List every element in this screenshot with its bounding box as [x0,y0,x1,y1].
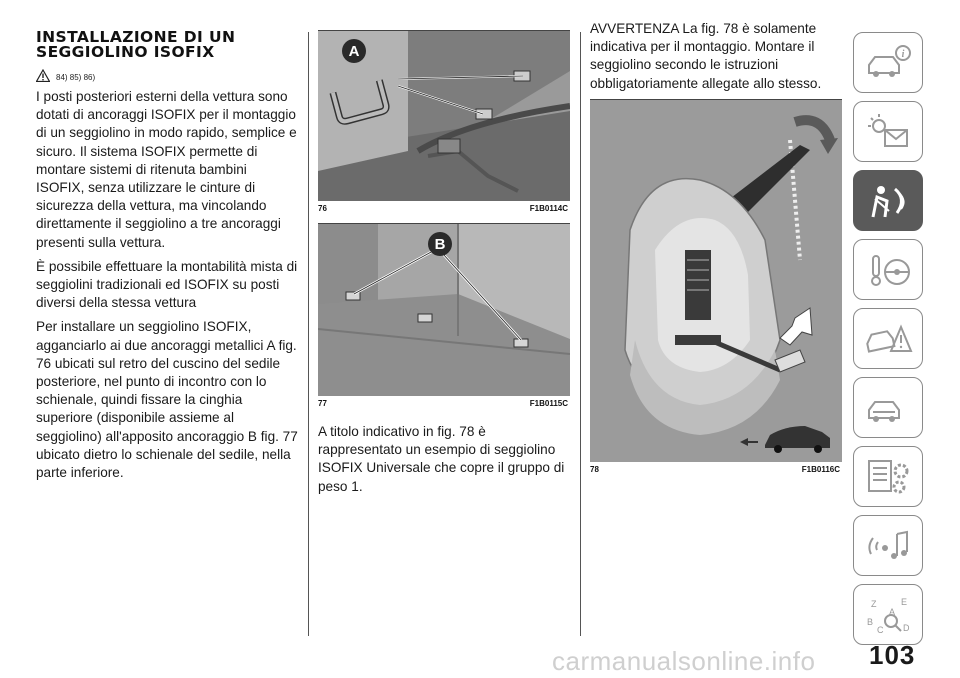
chapter-tabs-sidebar [853,32,923,653]
airbag-seat-icon [863,181,913,221]
chapter-tab-emergency[interactable] [853,308,923,369]
svg-text:Z: Z [871,598,877,609]
figure-77-number: 77 [318,399,327,408]
figure-78-number: 78 [590,464,599,474]
section-heading-line1: INSTALLAZIONE DI UN [36,28,236,46]
car-maintenance-icon [863,388,913,428]
paragraph-fig78-description: A titolo indicativo in fig. 78 è rappresentato un esempio di seggiolino ISOFIX Universale che copre il gruppo di peso 1. [318,424,565,494]
chapter-tab-warning-lights[interactable] [853,101,923,162]
figure-76-label: A [348,43,360,60]
warning-triangle-icon [36,69,50,82]
figure-76-number: 76 [318,204,327,213]
paragraph-warning-note: AVVERTENZA La fig. 78 è solamente indicativa per il montaggio. Montare il seggiolino secondo le istruzioni obbligatoriamente allegate allo stesso. [590,21,822,91]
figure-76-caption [318,204,570,214]
page-number: 103 [869,640,916,670]
column-2 [318,30,570,502]
multimedia-icon [863,526,913,566]
figure-78-code: F1B0116C [801,464,840,474]
svg-text:i: i [901,48,905,60]
svg-text:D: D [903,622,910,633]
figure-76-code: F1B0114C [529,204,568,213]
figure-76 [318,30,570,214]
figure-78-caption [590,465,842,475]
chapter-tab-multimedia[interactable] [853,515,923,576]
section-heading-line2: SEGGIOLINO ISOFIX [36,43,215,61]
warning-lights-icon [863,112,913,152]
column-3 [590,21,840,475]
emergency-breakdown-icon [863,319,913,359]
chapter-tab-starting-driving[interactable] [853,239,923,300]
figure-77-image [318,224,570,396]
chapter-tab-car-info[interactable] [853,32,923,93]
figure-78 [590,99,842,475]
paragraph-isofix-intro: I posti posteriori esterni della vettura sono dotati di ancoraggi ISOFIX per il montaggio di un seggiolino in modo rapido, semplice e sicuro. Il sistema ISOFIX permette di montare sistemi di ritenuta bambini ISOFIX, senza utilizzare le cinture di sicurezza della vettura, ma vincolando direttamente il seggiolino a tre ancoraggi presenti sulla vettura. [36,89,297,250]
figure-76-image [318,31,570,201]
figure-77-label: B [434,236,446,253]
technical-data-icon [863,457,913,497]
svg-text:A: A [889,606,896,617]
chapter-tab-index[interactable] [853,584,923,645]
warning-reference-row [36,66,298,82]
paragraph-install-steps: Per installare un seggiolino ISOFIX, agganciarlo ai due ancoraggi metallici A fig. 76 ubicati sul retro del cuscino del sedile posteriore, nel punto di incontro con lo schienale, quindi fissare la cinghia superiore (disponibile assieme al seggiolino) all'apposito ancoraggio B fig. 77 ubicato dietro lo schienale del sedile, nella parte inferiore. [36,319,298,481]
column-divider-1 [308,32,309,636]
warning-references: 84) 85) 86) [56,73,96,82]
svg-text:E: E [901,596,908,607]
column-divider-2 [580,32,581,636]
watermark: carmanualsonline.info [552,646,816,676]
svg-text:B: B [867,616,874,627]
figure-78-image [590,100,842,462]
figure-77-code: F1B0115C [529,399,568,408]
chapter-tab-technical-data[interactable] [853,446,923,507]
figure-77 [318,223,570,409]
chapter-tab-safety[interactable] [853,170,923,231]
figure-77-caption [318,399,570,409]
section-heading [36,30,298,60]
car-info-icon [863,43,913,83]
paragraph-mixed-install: È possibile effettuare la montabilità mista di seggiolini tradizionali ed ISOFIX su posti diversi della stessa vettura [36,258,298,311]
chapter-tab-maintenance[interactable] [853,377,923,438]
key-steering-wheel-icon [863,250,913,290]
index-search-icon [863,595,913,635]
svg-text:C: C [877,624,884,635]
column-1 [36,30,298,488]
